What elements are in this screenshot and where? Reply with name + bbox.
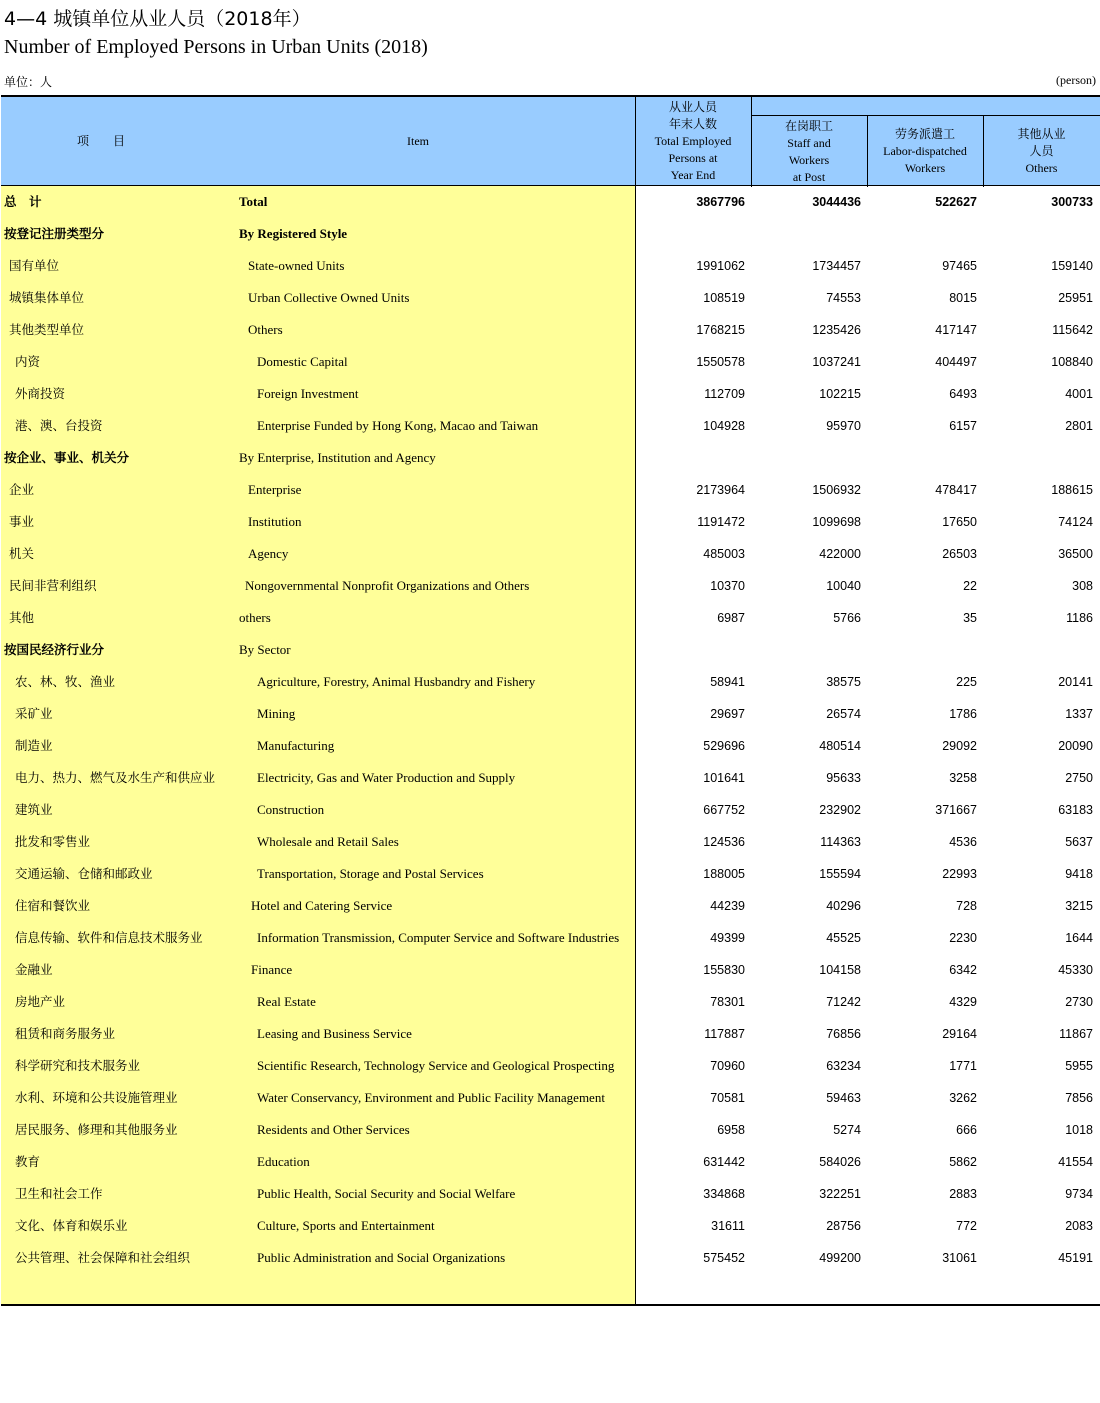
row-label-en: Education: [257, 1154, 310, 1169]
row-label-cn: 租赁和商务服务业: [15, 1026, 116, 1041]
table-row: [1, 1050, 1100, 1082]
row-value: 44239: [710, 899, 745, 913]
row-value: 9734: [1065, 1187, 1093, 1201]
row-value: 188005: [703, 867, 745, 881]
row-value: 575452: [703, 1251, 745, 1265]
row-label-cn: 交通运输、仓储和邮政业: [15, 866, 153, 881]
row-value: 529696: [703, 739, 745, 753]
table-row: [1, 474, 1100, 506]
row-value: 5862: [949, 1155, 977, 1169]
row-label-en: Total: [239, 194, 268, 209]
row-label-cn: 卫生和社会工作: [15, 1186, 103, 1201]
row-value: 59463: [826, 1091, 861, 1105]
row-label-en: Foreign Investment: [257, 386, 359, 401]
table-row: [1, 986, 1100, 1018]
row-value: 7856: [1065, 1091, 1093, 1105]
row-value: 1771: [949, 1059, 977, 1073]
row-value: 101641: [703, 771, 745, 785]
row-value: 25951: [1058, 291, 1093, 305]
header-others: 其他从业 人员 Others: [983, 115, 1100, 187]
row-label-en: Enterprise Funded by Hong Kong, Macao and Taiwan: [257, 418, 539, 433]
row-label-cn: 按企业、事业、机关分: [4, 450, 130, 465]
row-label-cn: 水利、环境和公共设施管理业: [15, 1090, 178, 1105]
row-label-en: Public Health, Social Security and Social Welfare: [257, 1186, 516, 1201]
row-value: 124536: [703, 835, 745, 849]
row-label-en: Electricity, Gas and Water Production and Supply: [257, 770, 516, 785]
table-row: [1, 506, 1100, 538]
row-label-cn: 其他: [9, 610, 35, 625]
table-row: [1, 314, 1100, 346]
table-row: [1, 666, 1100, 698]
row-value: 114363: [820, 835, 861, 849]
row-value: 422000: [819, 547, 861, 561]
row-value: 8015: [949, 291, 977, 305]
row-label-cn: 总 计: [4, 194, 42, 209]
row-label-en: Finance: [251, 962, 293, 977]
row-value: 1018: [1065, 1123, 1093, 1137]
row-value: 20090: [1058, 739, 1093, 753]
row-value: 17650: [942, 515, 977, 529]
row-value: 108519: [703, 291, 745, 305]
row-value: 1506932: [812, 483, 861, 497]
row-value: 74124: [1058, 515, 1093, 529]
row-value: 35: [963, 611, 977, 625]
table-row: [1, 954, 1100, 986]
row-value: 1191472: [697, 515, 745, 529]
row-value: 78301: [710, 995, 745, 1009]
row-value: 1337: [1065, 707, 1093, 721]
row-value: 41554: [1058, 1155, 1093, 1169]
table-row: [1, 858, 1100, 890]
row-value: 38575: [826, 675, 861, 689]
row-label-en: Real Estate: [257, 994, 316, 1009]
row-value: 1734457: [812, 259, 861, 273]
table-row: [1, 1146, 1100, 1178]
row-value: 26574: [826, 707, 861, 721]
row-value: 4536: [949, 835, 977, 849]
table-row: [1, 186, 1100, 218]
row-value: 2730: [1065, 995, 1093, 1009]
row-value: 6157: [949, 419, 977, 433]
row-label-cn: 信息传输、软件和信息技术服务业: [15, 930, 203, 945]
table-row: [1, 1178, 1100, 1210]
row-label-cn: 国有单位: [9, 258, 60, 273]
row-value: 3215: [1065, 899, 1093, 913]
row-value: 666: [956, 1123, 977, 1137]
row-label-en: Transportation, Storage and Postal Services: [257, 866, 484, 881]
row-value: 1991062: [696, 259, 745, 273]
row-label-cn: 港、澳、台投资: [15, 418, 103, 433]
row-label-en: Information Transmission, Computer Service and Software Industries: [257, 930, 620, 945]
row-label-en: Enterprise: [248, 482, 302, 497]
table-row: [1, 1242, 1100, 1274]
row-value: 232902: [819, 803, 861, 817]
row-value: 5766: [833, 611, 861, 625]
row-label-en: By Sector: [239, 642, 291, 657]
table-row: [1, 1018, 1100, 1050]
row-value: 308: [1072, 579, 1093, 593]
row-value: 117887: [704, 1027, 745, 1041]
row-value: 29164: [942, 1027, 977, 1041]
row-value: 2230: [949, 931, 977, 945]
row-value: 1099698: [812, 515, 861, 529]
row-value: 155594: [819, 867, 861, 881]
row-value: 1768215: [696, 323, 745, 337]
row-value: 155830: [703, 963, 745, 977]
row-value: 522627: [935, 195, 977, 209]
row-value: 22: [963, 579, 977, 593]
row-value: 300733: [1051, 195, 1093, 209]
header-staff: 在岗职工 Staff and Workers at Post: [751, 115, 867, 187]
table-header: [1, 95, 1100, 186]
row-value: 5955: [1065, 1059, 1093, 1073]
row-value: 70581: [710, 1091, 745, 1105]
row-value: 499200: [819, 1251, 861, 1265]
table-row: [1, 442, 1100, 474]
row-label-en: By Enterprise, Institution and Agency: [239, 450, 436, 465]
row-value: 631442: [703, 1155, 745, 1169]
row-label-en: Culture, Sports and Entertainment: [257, 1218, 435, 1233]
table-row: [1, 890, 1100, 922]
table-row: [1, 922, 1100, 954]
row-value: 322251: [819, 1187, 861, 1201]
row-value: 9418: [1065, 867, 1093, 881]
row-value: 49399: [710, 931, 745, 945]
row-value: 29092: [942, 739, 977, 753]
row-label-cn: 机关: [9, 546, 35, 561]
row-value: 29697: [710, 707, 745, 721]
employment-table: [1, 95, 1100, 1306]
row-value: 6493: [949, 387, 977, 401]
row-label-en: Leasing and Business Service: [257, 1026, 412, 1041]
row-label-en: others: [239, 610, 271, 625]
row-value: 1235426: [812, 323, 861, 337]
table-row: [1, 410, 1100, 442]
row-label-en: By Registered Style: [239, 226, 348, 241]
row-value: 3262: [949, 1091, 977, 1105]
table-row: [1, 794, 1100, 826]
row-value: 2801: [1065, 419, 1093, 433]
table-row: [1, 1114, 1100, 1146]
page-title-chinese: 4—4 城镇单位从业人员（2018年）: [4, 8, 311, 30]
row-label-cn: 金融业: [15, 962, 53, 977]
row-label-cn: 居民服务、修理和其他服务业: [15, 1122, 178, 1137]
row-value: 1550578: [696, 355, 745, 369]
row-value: 334868: [703, 1187, 745, 1201]
row-label-cn: 公共管理、社会保障和社会组织: [15, 1250, 191, 1265]
row-label-cn: 农、林、牧、渔业: [15, 674, 116, 689]
row-value: 5637: [1065, 835, 1093, 849]
row-label-en: Mining: [257, 706, 296, 721]
row-label-en: Domestic Capital: [257, 354, 348, 369]
row-value: 2083: [1065, 1219, 1093, 1233]
row-value: 485003: [703, 547, 745, 561]
row-value: 6987: [717, 611, 745, 625]
row-value: 159140: [1051, 259, 1093, 273]
row-value: 95633: [826, 771, 861, 785]
row-value: 63234: [826, 1059, 861, 1073]
row-label-cn: 其他类型单位: [9, 322, 85, 337]
row-label-cn: 教育: [15, 1154, 41, 1169]
row-value: 4329: [949, 995, 977, 1009]
row-label-en: Agency: [248, 546, 289, 561]
row-label-cn: 按登记注册类型分: [4, 226, 105, 241]
row-value: 480514: [819, 739, 861, 753]
header-total: 从业人员 年末人数 Total Employed Persons at Year End: [654, 99, 732, 182]
row-label-cn: 科学研究和技术服务业: [15, 1058, 141, 1073]
row-label-cn: 文化、体育和娱乐业: [15, 1218, 128, 1233]
header-item-en: Item: [407, 133, 429, 148]
table-row: [1, 538, 1100, 570]
row-value: 2883: [949, 1187, 977, 1201]
row-value: 31061: [942, 1251, 977, 1265]
table-body: [1, 186, 1100, 1306]
row-label-en: Hotel and Catering Service: [251, 898, 393, 913]
row-label-en: Construction: [257, 802, 325, 817]
row-value: 225: [956, 675, 977, 689]
row-value: 478417: [935, 483, 977, 497]
row-value: 5274: [833, 1123, 861, 1137]
row-value: 36500: [1058, 547, 1093, 561]
row-value: 26503: [942, 547, 977, 561]
unit-label-chinese: 单位：人: [4, 75, 53, 89]
row-value: 2173964: [696, 483, 745, 497]
table-row: [1, 634, 1100, 666]
row-value: 404497: [935, 355, 977, 369]
table-row: [1, 218, 1100, 250]
table-row: [1, 570, 1100, 602]
row-value: 1037241: [812, 355, 861, 369]
row-label-en: Institution: [248, 514, 302, 529]
header-labor: 劳务派遣工 Labor-dispatched Workers: [867, 115, 983, 187]
row-value: 584026: [819, 1155, 861, 1169]
row-value: 728: [956, 899, 977, 913]
row-value: 1186: [1066, 611, 1093, 625]
row-label-cn: 民间非营利组织: [9, 578, 97, 593]
row-value: 108840: [1051, 355, 1093, 369]
row-label-en: Residents and Other Services: [257, 1122, 410, 1137]
row-value: 45191: [1058, 1251, 1093, 1265]
row-value: 102215: [819, 387, 861, 401]
row-label-en: Manufacturing: [257, 738, 335, 753]
table-row: [1, 378, 1100, 410]
row-value: 3867796: [696, 195, 745, 209]
row-value: 417147: [935, 323, 977, 337]
row-value: 45525: [826, 931, 861, 945]
row-label-cn: 电力、热力、燃气及水生产和供应业: [15, 770, 216, 785]
page-title-english: Number of Employed Persons in Urban Units (2018): [4, 36, 428, 58]
row-value: 10370: [710, 579, 745, 593]
row-label-cn: 批发和零售业: [15, 834, 91, 849]
row-value: 45330: [1058, 963, 1093, 977]
row-label-cn: 企业: [9, 482, 35, 497]
row-value: 63183: [1058, 803, 1093, 817]
row-value: 371667: [935, 803, 977, 817]
table-row: [1, 346, 1100, 378]
row-value: 2750: [1065, 771, 1093, 785]
row-value: 97465: [942, 259, 977, 273]
row-label-en: Scientific Research, Technology Service and Geological Prospecting: [257, 1058, 615, 1073]
row-value: 188615: [1051, 483, 1093, 497]
row-value: 74553: [826, 291, 861, 305]
row-value: 95970: [826, 419, 861, 433]
row-value: 76856: [826, 1027, 861, 1041]
row-label-en: Public Administration and Social Organizations: [257, 1250, 506, 1265]
row-label-cn: 制造业: [15, 738, 53, 753]
row-value: 40296: [826, 899, 861, 913]
row-value: 4001: [1065, 387, 1093, 401]
unit-label-english: (person): [1056, 73, 1096, 87]
table-row: [1, 1210, 1100, 1242]
header-item-cn: 项 目: [76, 133, 125, 148]
row-value: 3258: [949, 771, 977, 785]
table-row: [1, 762, 1100, 794]
row-label-cn: 事业: [9, 514, 35, 529]
row-label-cn: 内资: [15, 354, 41, 369]
row-value: 71242: [826, 995, 861, 1009]
table-row: [1, 1082, 1100, 1114]
row-label-en: Agriculture, Forestry, Animal Husbandry and Fishery: [257, 674, 536, 689]
row-value: 11867: [1059, 1027, 1093, 1041]
row-value: 115642: [1052, 323, 1093, 337]
row-value: 6958: [717, 1123, 745, 1137]
row-value: 1644: [1065, 931, 1093, 945]
row-label-en: State-owned Units: [248, 258, 345, 273]
row-value: 70960: [710, 1059, 745, 1073]
row-value: 104158: [819, 963, 861, 977]
row-label-cn: 按国民经济行业分: [4, 642, 105, 657]
table-row: [1, 602, 1100, 634]
table-row: [1, 826, 1100, 858]
row-value: 772: [956, 1219, 977, 1233]
table-row: [1, 730, 1100, 762]
row-label-en: Others: [248, 322, 283, 337]
row-label-en: Nongovernmental Nonprofit Organizations and Others: [245, 578, 530, 593]
row-label-cn: 房地产业: [15, 994, 66, 1009]
table-row: [1, 282, 1100, 314]
table-row: [1, 250, 1100, 282]
row-label-en: Wholesale and Retail Sales: [257, 834, 399, 849]
row-value: 28756: [826, 1219, 861, 1233]
row-value: 6342: [949, 963, 977, 977]
row-value: 31611: [711, 1219, 745, 1233]
row-value: 112709: [704, 387, 745, 401]
row-label-cn: 城镇集体单位: [9, 290, 85, 305]
row-label-cn: 采矿业: [15, 706, 53, 721]
row-label-cn: 建筑业: [15, 802, 53, 817]
row-value: 58941: [710, 675, 745, 689]
row-value: 667752: [703, 803, 745, 817]
row-label-cn: 住宿和餐饮业: [15, 898, 91, 913]
row-value: 1786: [949, 707, 977, 721]
row-value: 22993: [942, 867, 977, 881]
row-value: 10040: [826, 579, 861, 593]
table-row: [1, 698, 1100, 730]
row-label-en: Urban Collective Owned Units: [248, 290, 410, 305]
row-label-cn: 外商投资: [15, 386, 66, 401]
row-value: 3044436: [812, 195, 861, 209]
row-label-en: Water Conservancy, Environment and Public Facility Management: [257, 1090, 605, 1105]
row-value: 20141: [1058, 675, 1093, 689]
row-value: 104928: [703, 419, 745, 433]
